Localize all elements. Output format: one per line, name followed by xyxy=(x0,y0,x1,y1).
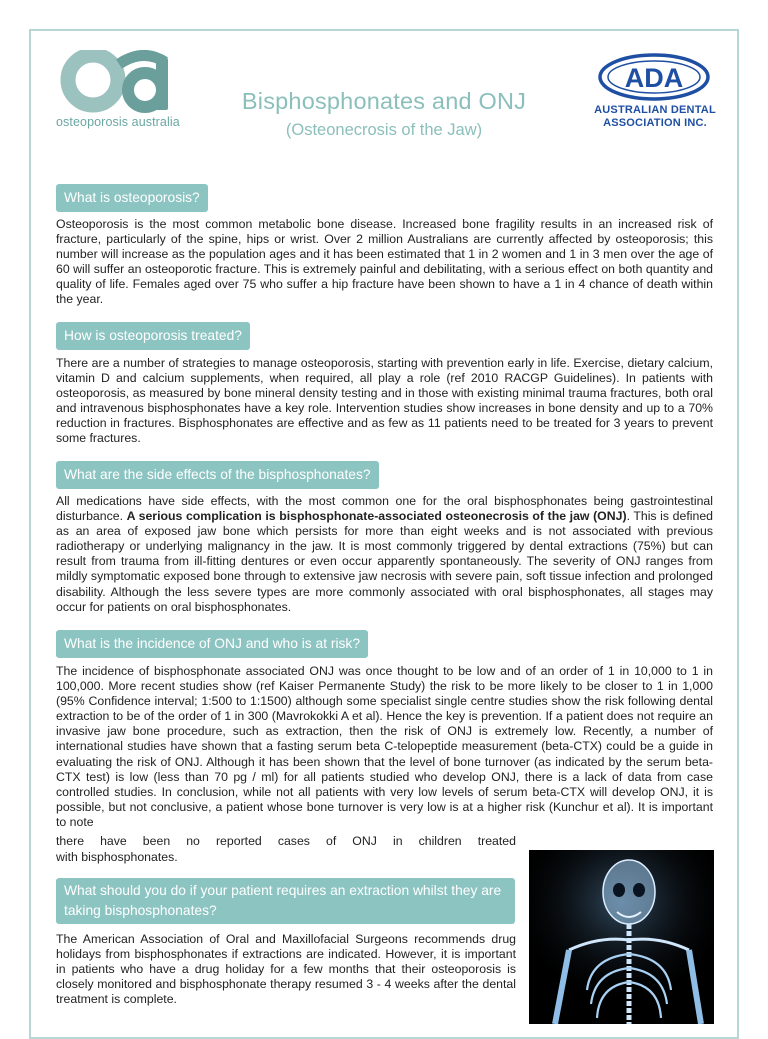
ada-name-line1: AUSTRALIAN DENTAL xyxy=(594,104,716,116)
section-body-incidence-narrow: there have been no reported cases of ONJ in children treated xyxy=(56,834,516,848)
ada-abbr: ADA xyxy=(624,63,684,93)
section-body-incidence: The incidence of bisphosphonate associated ONJ was once thought to be low and of an order of 1 in 10,000 to 1 in 100,000. More recent studies show (ref Kaiser Permanente Study) the risk to be more likely to be closer to 1 in 1,000 (95% Confidence interval; 1:500 to 1:1500) although some specialist single centre studies show the risk following dental extraction to be of the order of 1 in 300 (Mavrokokki A et al). Hence the key is prevention. If a patient does not require an invasive jaw bone procedure, such as extraction, then the risk of ONJ is extremely low. Recently, a number of international studies have shown that a fasting serum beta C-telopeptide measurement (beta-CTX) could be a guide in evaluating the risk of ONJ. Although it has been shown that the level of bone turnover (as indicated by the serum beta-CTX test) is low (less than 70 pg / ml) for all patients studied who develop ONJ, there is a lack of data from case controlled studies. In conclusion, while not all patients with very low levels of serum beta-CTX will develop ONJ, it is possible, but not conclusive, a patient whose bone turnover is very low is at a higher risk (Kunchur et al). It is important to note xyxy=(56,664,713,829)
section-heading-treatment: How is osteoporosis treated? xyxy=(56,322,250,350)
section-body-side-effects: All medications have side effects, with the most common one for the oral bisphosphonates being gastrointestinal disturbance. A serious complication is bisphosphonate-associated osteonecrosis of the jaw (ONJ). This is defined as an area of exposed jaw bone which persists for more than eight weeks and is not associated with previous radiotherapy or underlying malignancy in the jaw. It is most commonly triggered by dental extractions (75%) but can result from trauma from ill-fitting dentures or even occur apparently spontaneously. The severity of ONJ ranges from mildly symptomatic exposed bone through to extensive jaw necrosis with severe pain, soft tissue infection and prolonged disability. Although the less severe types are more commonly associated with oral bisphosphonates, all stages may occur for patients on oral bisphosphonates. xyxy=(56,494,713,614)
section-body-what-is-osteoporosis: Osteoporosis is the most common metabolic bone disease. Increased bone fragility results in an increased risk of fracture, particularly of the spine, hips or wrist. Over 2 million Australians are currently affected by osteoporosis; this number will increase as the population ages and it has been estimated that 1 in 2 women and 1 in 3 men over the age of 60 will suffer an osteoporotic fracture. This is extremely painful and debilitating, with a serious effect on both quantity and quality of life. Females aged over 75 who suffer a hip fracture have been shown to have a 1 in 4 chance of death within the year. xyxy=(56,217,713,307)
section-body-extraction: The American Association of Oral and Maxillofacial Surgeons recommends drug holidays from bisphosphonates if extractions are indicated. However, it is important in patients who have a drug holiday for a few months that their osteoporosis is closely monitored and bisphosphonate therapy resumed 3 - 4 weeks after the dental treatment is complete. xyxy=(56,932,516,1007)
section-heading-side-effects: What are the side effects of the bisphosphonates? xyxy=(56,461,379,489)
section-heading-extraction: What should you do if your patient requires an extraction whilst they are taking bisphosphonates? xyxy=(56,878,515,924)
ada-name-line2: ASSOCIATION INC. xyxy=(603,117,707,129)
section-body-incidence-last: with bisphosphonates. xyxy=(56,850,178,864)
page-title: Bisphosphonates and ONJ xyxy=(241,88,527,114)
osteoporosis-australia-name: osteoporosis australia xyxy=(56,115,180,129)
page-subtitle: (Osteonecrosis of the Jaw) xyxy=(285,121,483,139)
ada-logo xyxy=(597,52,712,102)
onj-complication-highlight: A serious complication is bisphosphonate-associated osteonecrosis of the jaw (ONJ) xyxy=(126,509,627,524)
ada-name xyxy=(590,104,720,130)
section-heading-incidence: What is the incidence of ONJ and who is at risk? xyxy=(56,630,368,658)
section-body-treatment: There are a number of strategies to manage osteoporosis, starting with prevention early in life. Exercise, dietary calcium, vitamin D and calcium supplements, when required, all play a role (ref 2010 RACGP Guidelines). In patients with osteoporosis, as measured by bone mineral density testing and in those with existing minimal trauma fractures, both oral and intravenous bisphosphonates have a key role. Intervention studies show increases in bone density and up to a 70% reduction in fractures. Bisphosphonates are effective and as few as 11 patients need to be treated for 3 years to prevent some fractures. xyxy=(56,356,713,446)
skeleton-xray-image xyxy=(529,850,714,1024)
section-heading-what-is-osteoporosis: What is osteoporosis? xyxy=(56,184,208,212)
